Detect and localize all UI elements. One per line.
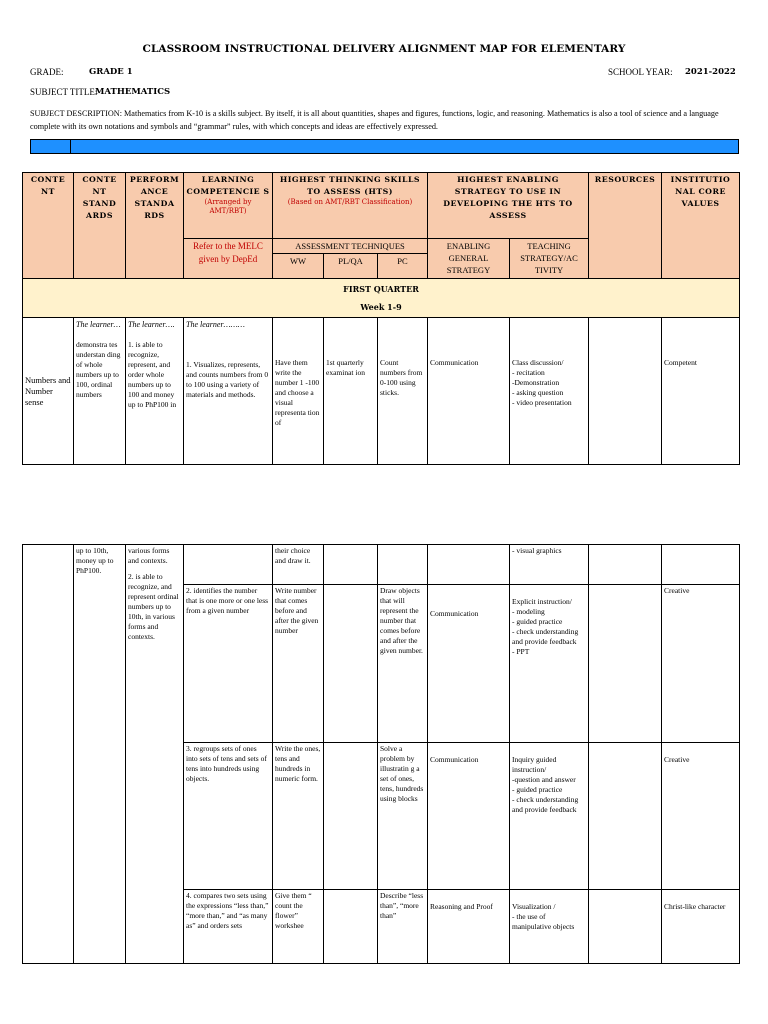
- p2-row1-general: [428, 545, 510, 585]
- header-ww: WW: [273, 254, 324, 279]
- p2-row4-values: Christ-like character: [662, 890, 740, 964]
- header-enabling-general: ENABLING GENERAL STRATEGY: [428, 239, 510, 279]
- p2-ps-cont: various forms and contexts.: [128, 546, 170, 565]
- header-hts-note: (Based on AMT/RBT Classification): [287, 198, 413, 206]
- row1-teaching-item: - asking question: [512, 388, 564, 397]
- header-pc: PC: [378, 254, 428, 279]
- subject-description-text: Mathematics from K-10 is a skills subject. By itself, it is all about quantities, shapes and figures, functions, logic, and reasoning. Mathematics is also a tool of science and a language complete with its own notations and symbols and “grammar” rules, with which concepts and ideas are effectively expressed.: [30, 109, 719, 131]
- blue-band: [30, 139, 739, 154]
- row1-plqa: 1st quarterly examinat ion: [324, 318, 378, 465]
- p2-row2-general: Communication: [428, 585, 510, 743]
- p2-row1-resources: [589, 545, 662, 585]
- p2-row2-teaching-item: - check understanding and provide feedback: [512, 627, 579, 646]
- subject-description-label: SUBJECT DESCRIPTION:: [30, 109, 122, 118]
- alignment-table-page1: [22, 172, 740, 465]
- header-content-standards: CONTE NT STAND ARDS: [74, 173, 126, 279]
- p2-row3-resources: [589, 743, 662, 890]
- p2-row3-lc: 3. regroups sets of ones into sets of tens and sets of tens into hundreds using objects.: [184, 743, 273, 890]
- p2-row1-values: [662, 545, 740, 585]
- p2-row3-plqa: [324, 743, 378, 890]
- row1-teaching-strategy: [510, 318, 589, 465]
- p2-row3-teaching-item: Inquiry guided instruction/: [512, 755, 557, 774]
- p2-row2-resources: [589, 585, 662, 743]
- subject-description: [30, 108, 742, 133]
- p2-row1-teaching: [510, 545, 589, 585]
- quarter-banner: [23, 279, 740, 318]
- row1-teaching-item: - recitation: [512, 368, 545, 377]
- p2-row3-values: Creative: [662, 743, 740, 890]
- p2-row4-teaching-item: - the use of manipulative objects: [512, 912, 575, 931]
- row1-lc-text: 1. Visualizes, represents, and counts numbers from 0 to 100 using a variety of materials and methods.: [186, 360, 269, 399]
- p2-content-standards-cont: up to 10th, money up to PhP100.: [74, 545, 126, 964]
- p2-row4-teaching: [510, 890, 589, 964]
- p2-content-blank: [23, 545, 74, 964]
- school-year-value: 2021-2022: [685, 67, 736, 77]
- school-year-label: SCHOOL YEAR:: [608, 67, 673, 77]
- header-hts: [273, 173, 428, 239]
- quarter-name: FIRST QUARTER: [343, 284, 419, 294]
- p2-row1-plqa: [324, 545, 378, 585]
- p2-row3-pc: Solve a problem by illustratin g a set of ones, tens, hundreds using blocks: [378, 743, 428, 890]
- header-hts-label: HIGHEST THINKING SKILLS TO ASSESS (HTS): [279, 175, 421, 196]
- row1-cs-text: demonstra tes understan ding of whole numbers up to 100, ordinal numbers: [76, 340, 121, 399]
- p2-row1-ww: their choice and draw it.: [273, 545, 324, 585]
- p2-row2-values: Creative: [662, 585, 740, 743]
- subject-title-value: MATHEMATICS: [95, 87, 171, 97]
- row1-content: Numbers and Number sense: [23, 318, 74, 465]
- header-strategy: HIGHEST ENABLING STRATEGY TO USE IN DEVELOPING THE HTS TO ASSESS: [428, 173, 589, 239]
- p2-row2-teaching-item: - modeling: [512, 607, 545, 616]
- p2-row3-general: Communication: [428, 743, 510, 890]
- row1-teaching-item: - video presentation: [512, 398, 572, 407]
- p2-row2-ww: Write number that comes before and after the given number: [273, 585, 324, 743]
- row1-ps-text: 1. is able to recognize, represent, and order whole numbers up to 100 and money up to PhP100 in: [128, 340, 177, 409]
- p2-row2-lc: 2. identifies the number that is one more or one less from a given number: [184, 585, 273, 743]
- p2-row1-teaching-item: - visual graphics: [512, 546, 562, 555]
- grade-value: GRADE 1: [89, 67, 133, 77]
- p2-row2-plqa: [324, 585, 378, 743]
- p2-row1-lc-blank: [184, 545, 273, 585]
- p2-row4-general: Reasoning and Proof: [428, 890, 510, 964]
- p2-row3-teaching-item: -question and answer: [512, 775, 576, 784]
- header-lc-note: (Arranged by AMT/RBT): [204, 198, 252, 215]
- p2-row4-pc: Describe “less than”, “more than”: [378, 890, 428, 964]
- header-core-values: INSTITUTIO NAL CORE VALUES: [662, 173, 740, 279]
- header-teaching-strategy: TEACHING STRATEGY/AC TIVITY: [510, 239, 589, 279]
- p2-row3-ww: Write the ones, tens and hundreds in numeric form.: [273, 743, 324, 890]
- alignment-table-page2: [22, 544, 740, 964]
- header-learning-competencies-label: LEARNING COMPETENCIE S: [186, 175, 270, 196]
- p2-row2-teaching-item: Explicit instruction/: [512, 597, 572, 606]
- header-content: CONTE NT: [23, 173, 74, 279]
- p2-row4-ww: Give them “ count the flower” workshee: [273, 890, 324, 964]
- row1-teaching-item: Class discussion/: [512, 358, 564, 367]
- header-resources: RESOURCES: [589, 173, 662, 279]
- p2-row3-teaching-item: - check understanding and provide feedback: [512, 795, 579, 814]
- row1-pc: Count numbers from 0-100 using sticks.: [378, 318, 428, 465]
- row1-general-strategy: Communication: [428, 318, 510, 465]
- row1-lc-intro: The learner………: [186, 320, 245, 329]
- p2-ps-item2: 2. is able to recognize, and represent ordinal numbers up to 10th, in various forms and contexts.: [128, 572, 179, 641]
- row1-content-standards: [74, 318, 126, 465]
- p2-row2-teaching-item: - PPT: [512, 647, 530, 656]
- p2-row4-teaching-item: Visualization /: [512, 902, 556, 911]
- header-melc-note: Refer to the MELC given by DepEd: [184, 239, 273, 279]
- p2-row4-lc: 4. compares two sets using the expressions “less than,” “more than,” and “as many as” and orders sets: [184, 890, 273, 964]
- row1-ps-intro: The learner….: [128, 320, 175, 329]
- quarter-week: Week 1-9: [360, 302, 402, 312]
- p2-performance-standards: [126, 545, 184, 964]
- p2-row2-teaching-item: - guided practice: [512, 617, 563, 626]
- row1-learning-competency: [184, 318, 273, 465]
- grade-label: GRADE:: [30, 67, 64, 77]
- p2-row3-teaching: [510, 743, 589, 890]
- p2-row2-pc: Draw objects that will represent the number that comes before and after the given number.: [378, 585, 428, 743]
- p2-row1-pc: [378, 545, 428, 585]
- row1-teaching-item: -Demonstration: [512, 378, 560, 387]
- subject-title-label: SUBJECT TITLE:: [30, 87, 98, 97]
- row1-ww: Have them write the number 1 -100 and choose a visual representa tion of: [273, 318, 324, 465]
- p2-row2-teaching: [510, 585, 589, 743]
- row1-cs-intro: The learner…: [76, 320, 121, 329]
- header-learning-competencies: [184, 173, 273, 239]
- header-plqa: PL/QA: [324, 254, 378, 279]
- row1-core-values: Competent: [662, 318, 740, 465]
- p2-row4-resources: [589, 890, 662, 964]
- header-assessment-techniques: ASSESSMENT TECHNIQUES: [273, 239, 428, 254]
- row1-performance-standards: [126, 318, 184, 465]
- header-performance-standards: PERFORM ANCE STANDA RDS: [126, 173, 184, 279]
- p2-row4-plqa: [324, 890, 378, 964]
- document-title: CLASSROOM INSTRUCTIONAL DELIVERY ALIGNMENT MAP FOR ELEMENTARY: [142, 43, 626, 55]
- row1-resources: [589, 318, 662, 465]
- p2-row3-teaching-item: - guided practice: [512, 785, 563, 794]
